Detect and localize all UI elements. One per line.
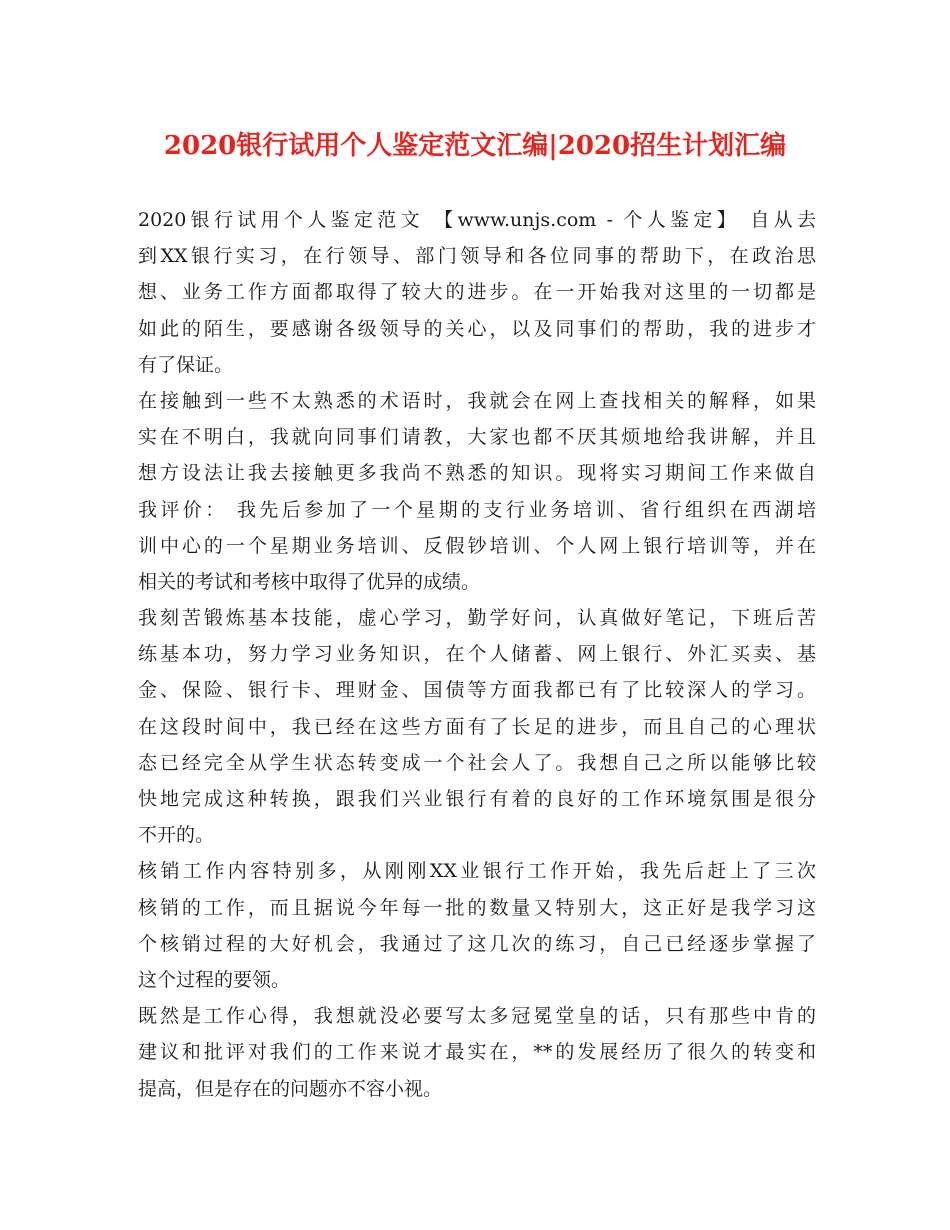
- text-line: 不开的。: [138, 824, 215, 847]
- text-line: 态已经完全从学生状态转变成一个社会人了。我想自己之所以能够比较: [138, 751, 816, 774]
- text-line: 实在不明白，我就向同事们请教，大家也都不厌其烦地给我讲解，并且: [138, 426, 816, 449]
- text-line: 相关的考试和考核中取得了优异的成绩。: [138, 570, 481, 593]
- text-line: 训中心的一个星期业务培训、反假钞培训、个人网上银行培训等，并在: [138, 534, 816, 557]
- text-line: 建议和批评对我们的工作来说才最实在，**的发展经历了很久的转变和: [138, 1041, 816, 1064]
- text-line: 金、保险、银行卡、理财金、国债等方面我都已有了比较深人的学习。: [138, 679, 816, 702]
- text-line: 练基本功，努力学习业务知识，在个人储蓄、网上银行、外汇买卖、基: [138, 643, 816, 666]
- text-line: 快地完成这种转换，跟我们兴业银行有着的良好的工作环境氛围是很分: [138, 788, 816, 810]
- text-line: 在接触到一些不太熟悉的术语时，我就会在网上查找相关的解释，如果: [138, 389, 816, 412]
- document-body: [138, 202, 816, 1107]
- text-line: 在这段时间中，我已经在这些方面有了长足的进步，而且自己的心理状: [138, 715, 816, 738]
- text-line: 这个过程的要领。: [138, 968, 291, 991]
- text-line: 个核销过程的大好机会，我通过了这几次的练习，自己已经逐步掌握了: [138, 932, 816, 955]
- text-line: 既然是工作心得，我想就没必要写太多冠冕堂皇的话，只有那些中肯的: [138, 1005, 816, 1028]
- text-line: 有了保证。: [138, 353, 234, 376]
- document-title: 2020银行试用个人鉴定范文汇编|2020招生计划汇编: [163, 131, 787, 161]
- text-line: 核销的工作，而且据说今年每一批的数量又特别大，这正好是我学习这: [138, 896, 816, 919]
- text-line: 如此的陌生，要感谢各级领导的关心，以及同事们的帮助，我的进步才: [138, 317, 816, 340]
- text-line: 我刻苦锻炼基本技能，虚心学习，勤学好问，认真做好笔记，下班后苦: [138, 607, 816, 630]
- text-line: 想方设法让我去接触更多我尚不熟悉的知识。现将实习期间工作来做自: [138, 462, 816, 485]
- text-line: 我评价： 我先后参加了一个星期的支行业务培训、省行组织在西湖培: [138, 498, 816, 521]
- text-line: 想、业务工作方面都取得了较大的进步。在一开始我对这里的一切都是: [138, 281, 816, 304]
- text-line: 核销工作内容特别多，从刚刚XX业银行工作开始，我先后赶上了三次: [138, 860, 816, 883]
- text-line: 到XX银行实习，在行领导、部门领导和各位同事的帮助下，在政治思: [138, 245, 816, 268]
- text-line: 2020银行试用个人鉴定范文 【www.unjs.com - 个人鉴定】 自从去: [138, 209, 816, 231]
- text-line: 提高，但是存在的问题亦不容小视。: [138, 1077, 443, 1100]
